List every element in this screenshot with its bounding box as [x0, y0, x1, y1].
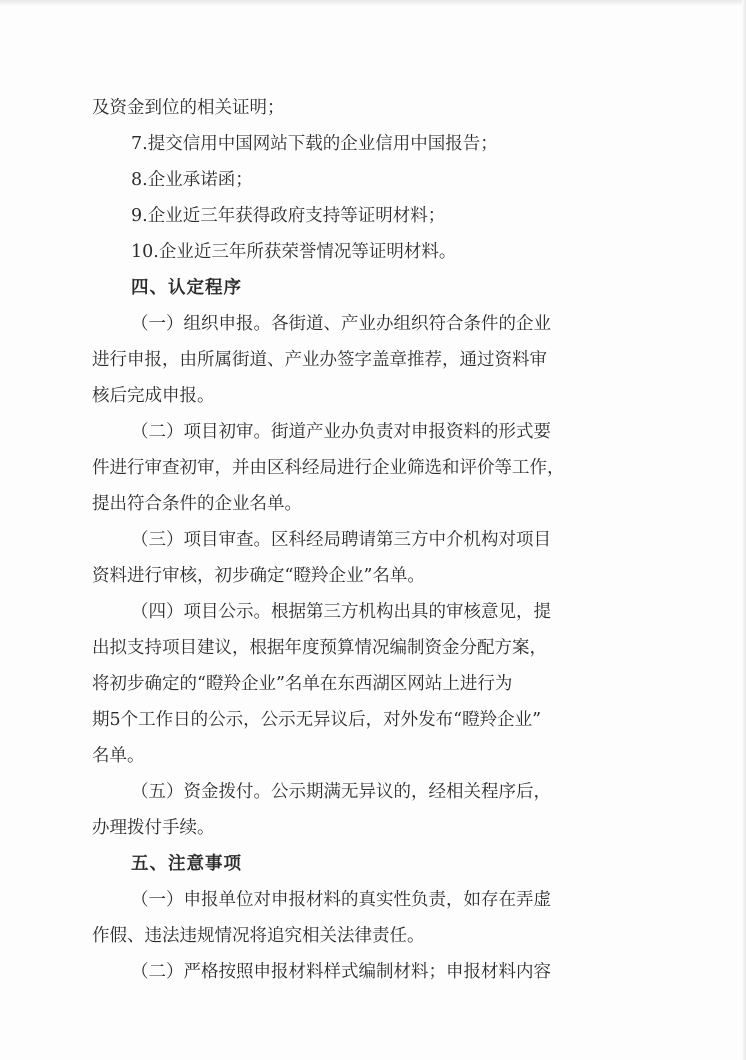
paragraph-line: 核后完成申报。 — [92, 386, 215, 406]
paragraph-line: 出拟支持项目建议，根据年度预算情况编制资金分配方案， — [92, 638, 547, 658]
paragraph-line: 进行申报，由所属街道、产业办签字盖章推荐，通过资料审 — [92, 350, 547, 370]
scan-edge-top — [0, 0, 746, 6]
section-heading: 四、认定程序 — [131, 278, 242, 298]
paragraph-line: 件进行审查初审，并由区科经局进行企业筛选和评价等工作， — [92, 458, 565, 478]
document-body — [92, 90, 637, 990]
paragraph-line: （三）项目审查。区科经局聘请第三方中介机构对项目 — [131, 530, 551, 550]
paragraph-line: （四）项目公示。根据第三方机构出具的审核意见，提 — [131, 602, 551, 622]
paragraph-line: （一）组织申报。各街道、产业办组织符合条件的企业 — [131, 314, 551, 334]
paragraph-line: 作假、违法违规情况将追究相关法律责任。 — [92, 926, 425, 946]
list-item: 8.企业承诺函； — [131, 170, 253, 190]
paragraph-line: 资料进行审核，初步确定“瞪羚企业”名单。 — [92, 566, 425, 586]
paragraph-line: （一）申报单位对申报材料的真实性负责，如存在弄虚 — [131, 890, 551, 910]
paragraph-line: （二）严格按照申报材料样式编制材料；申报材料内容 — [131, 962, 551, 982]
scan-edge-right — [742, 0, 746, 1060]
section-heading: 五、注意事项 — [131, 854, 242, 874]
paragraph-line: 将初步确定的“瞪羚企业”名单在东西湖区网站上进行为 — [92, 674, 513, 694]
list-item: 9.企业近三年获得政府支持等证明材料； — [131, 206, 446, 226]
paragraph-line: （二）项目初审。街道产业办负责对申报资料的形式要 — [131, 422, 551, 442]
paragraph-line: 提出符合条件的企业名单。 — [92, 494, 302, 514]
paragraph-line: 名单。 — [92, 746, 145, 766]
text-line: 及资金到位的相关证明； — [92, 98, 285, 118]
list-item: 7.提交信用中国网站下载的企业信用中国报告； — [131, 134, 498, 154]
paragraph-line: 期5个工作日的公示，公示无异议后，对外发布“瞪羚企业” — [92, 710, 542, 730]
paragraph-line: （五）资金拨付。公示期满无异议的，经相关程序后， — [131, 782, 551, 802]
list-item: 10.企业近三年所获荣誉情况等证明材料。 — [131, 242, 457, 262]
paragraph-line: 办理拨付手续。 — [92, 818, 215, 838]
